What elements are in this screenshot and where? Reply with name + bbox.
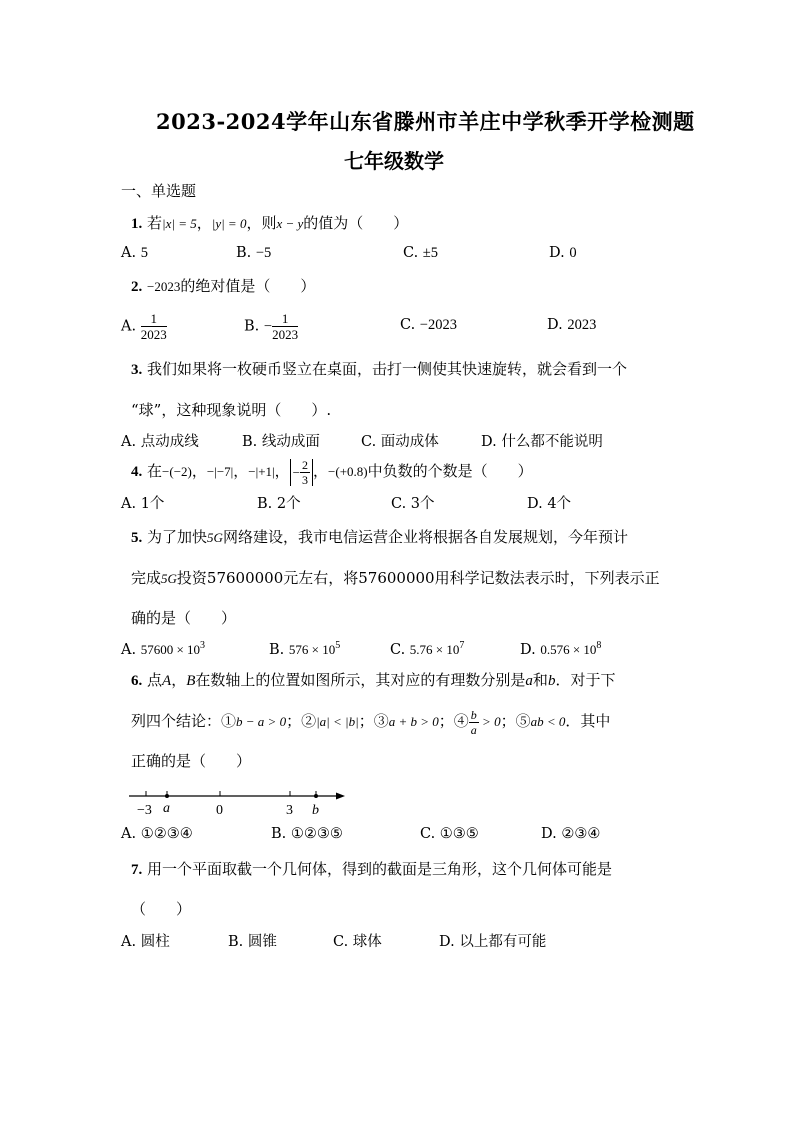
- option-d: D. 2023: [547, 317, 597, 333]
- question-6-line-2: 列四个结论：①b − a > 0；②|a| < |b|；③a + b > 0；④ $\frac{b}{a}$ > 0；⑤ab < 0．其中: [131, 707, 611, 737]
- fraction: $\frac{1}{2023}$: [140, 311, 167, 342]
- option-d: D. 以上都有可能: [439, 934, 547, 950]
- math-expr: −(−2): [162, 464, 192, 479]
- question-number: 2.: [131, 279, 143, 295]
- math-expr: |y| = 0: [211, 216, 247, 231]
- option-a: A. $57600 \times 10^3$: [121, 640, 206, 658]
- abs-fraction: − $\frac{2}{3}$: [290, 459, 313, 486]
- label-3: 3: [286, 803, 293, 818]
- fraction: $\frac{2}{3}$: [302, 458, 309, 488]
- option-a: A. 1个: [121, 496, 165, 512]
- option-c: C. 面动成体: [361, 434, 439, 450]
- option-b: B. −5: [236, 245, 272, 261]
- question-2: 2. −2023的绝对值是（ ）: [131, 277, 316, 295]
- label-neg3: −3: [137, 803, 152, 818]
- question-number: 6.: [131, 673, 143, 689]
- option-c: C. ±5: [403, 245, 439, 261]
- exam-subtitle: 七年级数学: [344, 149, 444, 173]
- question-7-line-2: （ ）: [131, 900, 192, 918]
- question-3-line-2: “球”，这种现象说明（ ）.: [131, 401, 332, 419]
- label-0: 0: [216, 803, 223, 818]
- option-b: B. 圆锥: [228, 934, 277, 950]
- section-heading: 一、单选题: [121, 182, 197, 200]
- math-expr: −2023: [147, 279, 181, 294]
- option-a: A. 5: [121, 245, 148, 261]
- option-a: A. 圆柱: [121, 934, 170, 950]
- question-number: 3.: [131, 362, 143, 378]
- option-c: C. −2023: [400, 317, 457, 333]
- question-7: 7. 用一个平面取截一个几何体，得到的截面是三角形，这个几何体可能是: [131, 860, 613, 878]
- number-line-figure: [125, 788, 355, 820]
- option-d: D. 0: [549, 245, 577, 261]
- option-d: D. 4个: [527, 496, 572, 512]
- question-5-line-2: 完成5G投资57600000元左右，将57600000用科学记数法表示时，下列表示正: [131, 569, 660, 587]
- option-c: C. ①③⑤: [420, 826, 479, 842]
- fraction: $\frac{1}{2023}$: [272, 311, 299, 342]
- option-c: C. 3个: [391, 496, 435, 512]
- math-expr: x − y: [276, 216, 304, 231]
- option-b: B. ①②③⑤: [271, 826, 343, 842]
- math-expr: −(+0.8): [328, 464, 368, 479]
- option-b: B. 线动成面: [242, 434, 320, 450]
- math-expr: |x| = 5: [162, 216, 197, 231]
- question-3: 3. 我们如果将一枚硬币竖立在桌面，击打一侧使其快速旋转，就会看到一个: [131, 360, 628, 378]
- option-b: B. − $\frac{1}{2023}$: [244, 311, 299, 342]
- question-6-line-3: 正确的是（ ）: [131, 752, 252, 770]
- question-5: 5. 为了加快5G网络建设，我市电信运营企业将根据各自发展规划，今年预计: [131, 528, 628, 546]
- question-number: 1.: [131, 216, 143, 232]
- option-b: B. 2个: [257, 496, 301, 512]
- option-d: D. 什么都不能说明: [481, 434, 603, 450]
- question-number: 7.: [131, 862, 143, 878]
- label-a: a: [163, 801, 170, 816]
- option-d: D. ②③④: [541, 826, 601, 842]
- number-line-svg: [125, 788, 355, 820]
- question-number: 4.: [131, 464, 143, 480]
- question-1: 1. 若|x| = 5，|y| = 0，则x − y的值为（ ）: [131, 214, 409, 232]
- option-a: A. 点动成线: [121, 434, 199, 450]
- question-4: 4. 在−(−2)，−|−7|，−|+1|， − $\frac{2}{3}$ ，−(+0.8)中负数的个数是（ ）: [131, 458, 533, 488]
- question-number: 5.: [131, 530, 143, 546]
- point-a: [165, 794, 169, 798]
- axis-arrow: [336, 793, 345, 800]
- fraction: $\frac{b}{a}$: [470, 707, 477, 737]
- option-c: C. 球体: [333, 934, 382, 950]
- math-expr: −|−7|: [206, 464, 234, 479]
- exam-title: 2023-2024学年山东省滕州市羊庄中学秋季开学检测题: [156, 109, 695, 134]
- option-d: D. $0.576 \times 10^8$: [520, 640, 602, 658]
- label-b: b: [312, 803, 319, 818]
- option-b: B. $576 \times 10^5$: [269, 640, 341, 658]
- point-b: [314, 794, 318, 798]
- option-a: A. ①②③④: [121, 826, 193, 842]
- question-6: 6. 点A，B在数轴上的位置如图所示，其对应的有理数分别是a和b．对于下: [131, 671, 616, 689]
- option-a: A. $\frac{1}{2023}$: [121, 311, 167, 342]
- option-c: C. $5.76 \times 10^7$: [390, 640, 465, 658]
- math-expr: −|+1|: [248, 464, 275, 479]
- question-5-line-3: 确的是（ ）: [131, 609, 237, 627]
